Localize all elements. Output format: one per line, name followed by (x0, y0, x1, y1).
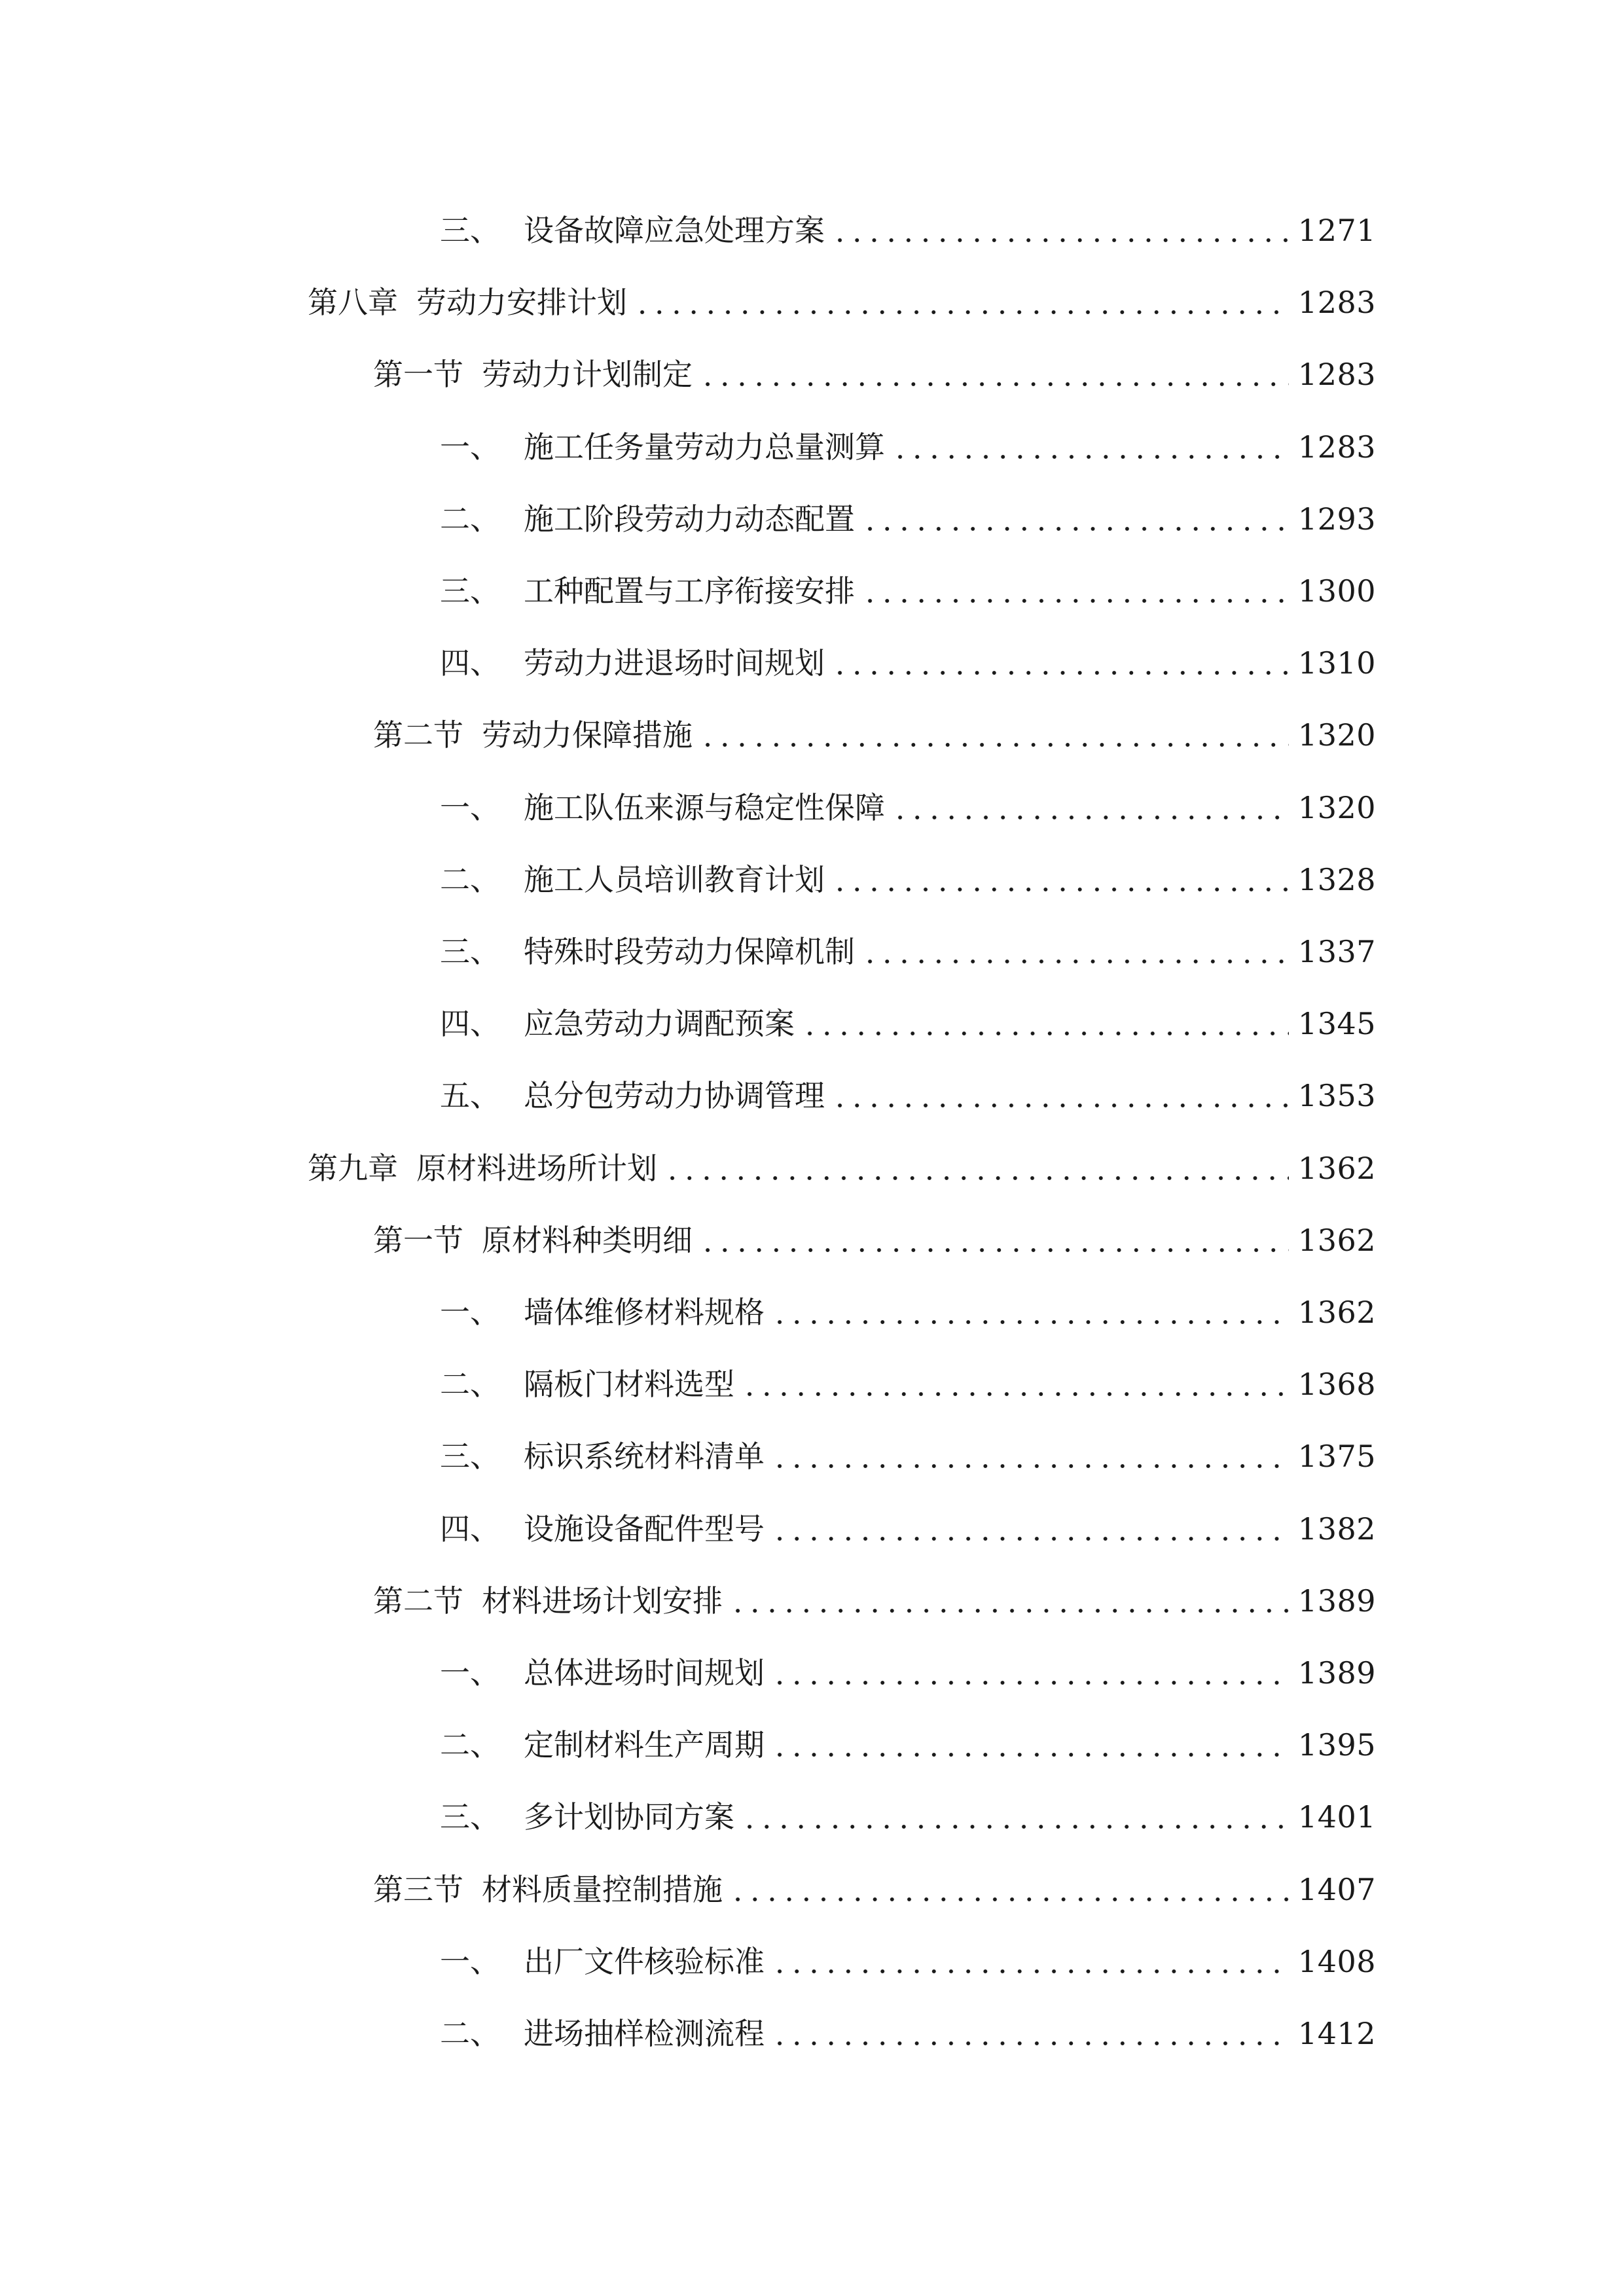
toc-entry-page-number: 1408 (1297, 1943, 1376, 1979)
toc-entry-number: 二、 (440, 501, 500, 537)
toc-entry-number: 一、 (440, 1943, 500, 1979)
toc-entry-number: 第三节 (373, 1871, 463, 1907)
dot-leader (771, 2041, 1289, 2046)
toc-entry[interactable] (440, 626, 1376, 681)
dot-leader (831, 238, 1289, 243)
toc-entry-title: 材料进场计划安排 (482, 1583, 723, 1619)
toc-entry[interactable] (373, 698, 1376, 753)
dot-leader (729, 1608, 1289, 1613)
dot-leader (861, 526, 1289, 531)
toc-entry-number: 三、 (440, 1439, 500, 1475)
toc-entry[interactable] (440, 1347, 1376, 1403)
toc-entry-page-number: 1389 (1297, 1583, 1376, 1619)
toc-entry-title: 设施设备配件型号 (524, 1511, 765, 1547)
toc-entry-page-number: 1382 (1297, 1511, 1376, 1547)
toc-entry[interactable] (440, 1419, 1376, 1475)
toc-entry-number: 一、 (440, 789, 500, 825)
toc-entry-page-number: 1412 (1297, 2016, 1376, 2051)
toc-entry[interactable] (440, 410, 1376, 465)
toc-entry-number: 三、 (440, 934, 500, 969)
dot-leader (634, 310, 1289, 315)
toc-entry[interactable] (373, 1564, 1376, 1619)
toc-entry-page-number: 1353 (1297, 1078, 1376, 1114)
toc-entry-number: 第二节 (373, 717, 463, 753)
toc-entry-page-number: 1362 (1297, 1222, 1376, 1258)
toc-entry-title: 总体进场时间规划 (524, 1655, 765, 1691)
toc-entry-page-number: 1375 (1297, 1439, 1376, 1475)
toc-entry-number: 第二节 (373, 1583, 463, 1619)
dot-leader (831, 887, 1289, 892)
toc-entry-title: 材料质量控制措施 (482, 1871, 723, 1907)
toc-entry-page-number: 1310 (1297, 645, 1376, 681)
toc-entry-page-number: 1293 (1297, 501, 1376, 537)
toc-entry[interactable] (440, 1058, 1376, 1114)
toc-entry-number: 四、 (440, 645, 500, 681)
dot-leader (729, 1897, 1289, 1902)
toc-entry[interactable] (440, 1708, 1376, 1763)
toc-entry-title: 施工人员培训教育计划 (524, 861, 825, 897)
toc-entry-number: 第一节 (373, 1222, 463, 1258)
toc-entry[interactable] (440, 193, 1376, 248)
toc-entry-title: 多计划协同方案 (524, 1799, 734, 1835)
toc-entry-number: 四、 (440, 1006, 500, 1042)
toc-entry-number: 三、 (440, 213, 500, 248)
dot-leader (771, 1463, 1289, 1469)
dot-leader (699, 382, 1289, 387)
toc-entry[interactable] (308, 1131, 1376, 1186)
toc-entry-number: 二、 (440, 2016, 500, 2051)
toc-entry-page-number: 1401 (1297, 1799, 1376, 1835)
toc-entry-page-number: 1337 (1297, 934, 1376, 969)
toc-entry-title: 隔板门材料选型 (524, 1367, 734, 1403)
toc-entry-number: 三、 (440, 1799, 500, 1835)
dot-leader (771, 1319, 1289, 1325)
toc-entry-title: 应急劳动力调配预案 (524, 1006, 795, 1042)
toc-entry-page-number: 1407 (1297, 1871, 1376, 1907)
toc-entry[interactable] (440, 1996, 1376, 2049)
toc-entry-page-number: 1283 (1297, 285, 1376, 321)
toc-entry-title: 原材料种类明细 (482, 1222, 693, 1258)
toc-entry-title: 工种配置与工序衔接安排 (524, 573, 855, 609)
toc-entry-number: 第九章 (308, 1150, 398, 1186)
dot-leader (771, 1969, 1289, 1974)
toc-entry-title: 设备故障应急处理方案 (524, 213, 825, 248)
toc-entry[interactable] (308, 265, 1376, 321)
dot-leader (831, 1103, 1289, 1108)
toc-entry[interactable] (373, 1203, 1376, 1258)
dot-leader (771, 1680, 1289, 1685)
toc-entry-title: 原材料进场所计划 (416, 1150, 657, 1186)
toc-entry-page-number: 1362 (1297, 1150, 1376, 1186)
toc-entry-number: 三、 (440, 573, 500, 609)
dot-leader (664, 1175, 1289, 1181)
toc-entry[interactable] (440, 1492, 1376, 1547)
toc-entry-number: 二、 (440, 861, 500, 897)
toc-entry-page-number: 1320 (1297, 717, 1376, 753)
toc-entry-number: 第一节 (373, 357, 463, 393)
dot-leader (771, 1752, 1289, 1757)
toc-entry-title: 劳动力安排计划 (416, 285, 627, 321)
toc-entry-number: 一、 (440, 1295, 500, 1330)
toc-entry[interactable] (440, 1924, 1376, 1977)
toc-entry-title: 劳动力进退场时间规划 (524, 645, 825, 681)
toc-entry[interactable] (440, 1275, 1376, 1330)
toc-entry-page-number: 1345 (1297, 1006, 1376, 1042)
toc-entry-page-number: 1283 (1297, 357, 1376, 393)
toc-entry-page-number: 1283 (1297, 429, 1376, 465)
toc-entry-title: 施工阶段劳动力动态配置 (524, 501, 855, 537)
toc-entry-page-number: 1395 (1297, 1727, 1376, 1763)
toc-entry[interactable] (440, 1780, 1376, 1835)
toc-entry-title: 墙体维修材料规格 (524, 1295, 765, 1330)
toc-entry-page-number: 1389 (1297, 1655, 1376, 1691)
toc-entry[interactable] (440, 554, 1376, 609)
toc-entry-page-number: 1271 (1297, 213, 1376, 248)
toc-entry-title: 劳动力计划制定 (482, 357, 693, 393)
dot-leader (699, 1247, 1289, 1253)
toc-entry-title: 总分包劳动力协调管理 (524, 1078, 825, 1114)
toc-entry-title: 进场抽样检测流程 (524, 2016, 765, 2051)
dot-leader (699, 742, 1289, 747)
dot-leader (892, 815, 1289, 820)
toc-entry[interactable] (440, 770, 1376, 823)
toc-entry[interactable] (440, 986, 1376, 1042)
toc-entry[interactable] (373, 337, 1376, 393)
toc-entry-number: 二、 (440, 1727, 500, 1763)
dot-leader (771, 1536, 1289, 1541)
toc-entry[interactable] (373, 1852, 1376, 1905)
dot-leader (861, 959, 1289, 964)
toc-entry-number: 一、 (440, 429, 500, 465)
dot-leader (831, 670, 1289, 675)
toc-entry-page-number: 1368 (1297, 1367, 1376, 1403)
toc-entry[interactable] (440, 482, 1376, 537)
dot-leader (741, 1824, 1289, 1829)
toc-entry[interactable] (440, 842, 1376, 895)
toc-entry-page-number: 1362 (1297, 1295, 1376, 1330)
toc-entry-number: 四、 (440, 1511, 500, 1547)
dot-leader (801, 1031, 1289, 1036)
toc-entry[interactable] (440, 914, 1376, 967)
dot-leader (861, 598, 1289, 603)
toc-entry-title: 出厂文件核验标准 (524, 1943, 765, 1979)
dot-leader (892, 454, 1289, 459)
toc-entry-number: 一、 (440, 1655, 500, 1691)
toc-entry-page-number: 1320 (1297, 789, 1376, 825)
toc-entry[interactable] (440, 1636, 1376, 1691)
toc-entry-number: 二、 (440, 1367, 500, 1403)
dot-leader (741, 1391, 1289, 1397)
toc-entry-title: 标识系统材料清单 (524, 1439, 765, 1475)
toc-entry-number: 第八章 (308, 285, 398, 321)
toc-entry-title: 定制材料生产周期 (524, 1727, 765, 1763)
toc-entry-number: 五、 (440, 1078, 500, 1114)
toc-entry-title: 劳动力保障措施 (482, 717, 693, 753)
toc-entry-title: 特殊时段劳动力保障机制 (524, 934, 855, 969)
toc-entry-page-number: 1300 (1297, 573, 1376, 609)
toc-entry-title: 施工任务量劳动力总量测算 (524, 429, 885, 465)
toc-entry-page-number: 1328 (1297, 861, 1376, 897)
toc-entry-title: 施工队伍来源与稳定性保障 (524, 789, 885, 825)
